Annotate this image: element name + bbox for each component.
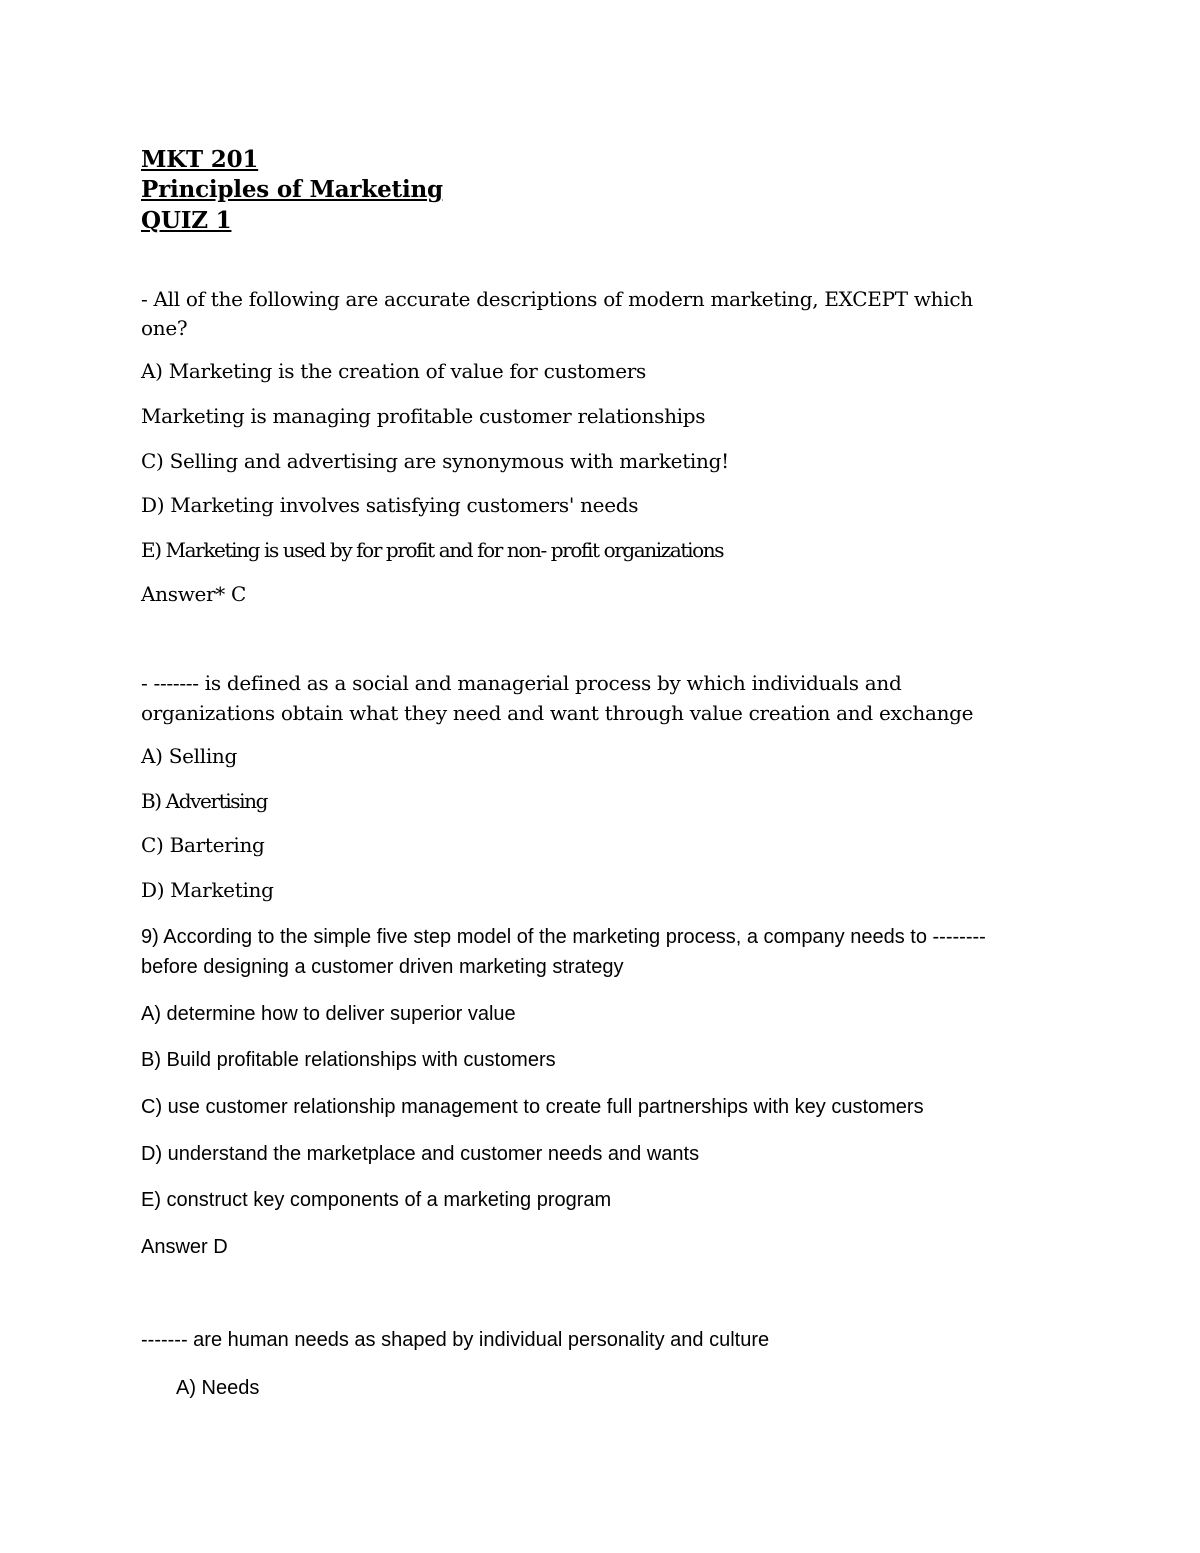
question-1-option-a: A) Marketing is the creation of value for customers — [141, 359, 646, 383]
question-1-option-b: Marketing is managing profitable customer relationships — [141, 404, 706, 428]
question-4-option-a: A) Needs — [176, 1377, 260, 1399]
question-3-answer: Answer D — [141, 1236, 228, 1258]
question-1-prompt-line1: - All of the following are accurate descriptions of modern marketing, EXCEPT which — [141, 287, 973, 311]
question-3-option-b: B) Build profitable relationships with customers — [141, 1049, 556, 1071]
question-2-option-d: D) Marketing — [141, 878, 274, 902]
question-3-prompt-line2: before designing a customer driven marketing strategy — [141, 956, 624, 978]
question-3-option-a: A) determine how to deliver superior value — [141, 1003, 516, 1025]
question-1-option-e: E) Marketing is used by for profit and for non- profit organizations — [141, 538, 724, 562]
course-name: Principles of Marketing — [141, 176, 443, 203]
question-1-prompt-line2: one? — [141, 316, 188, 340]
question-1-option-c: C) Selling and advertising are synonymous with marketing! — [141, 449, 729, 473]
question-1-answer: Answer* C — [141, 582, 247, 606]
question-2-option-a: A) Selling — [141, 744, 238, 768]
question-3-option-d: D) understand the marketplace and customer needs and wants — [141, 1143, 700, 1165]
course-code: MKT 201 — [141, 146, 259, 173]
question-2-prompt-line2: organizations obtain what they need and want through value creation and exchange — [141, 701, 974, 725]
question-2-option-c: C) Bartering — [141, 833, 265, 857]
question-1-option-d: D) Marketing involves satisfying customers' needs — [141, 493, 639, 517]
question-3-option-c: C) use customer relationship management to create full partnerships with key customers — [141, 1096, 924, 1118]
question-3-prompt-line1: 9) According to the simple five step model of the marketing process, a company needs to -------- — [141, 926, 986, 948]
question-2-prompt-line1: - ------- is defined as a social and managerial process by which individuals and — [141, 671, 902, 695]
question-3-option-e: E) construct key components of a marketing program — [141, 1189, 612, 1211]
question-4-prompt-line1: ------- are human needs as shaped by individual personality and culture — [141, 1329, 770, 1351]
question-2-option-b: B) Advertising — [141, 789, 267, 813]
quiz-title: QUIZ 1 — [141, 207, 232, 234]
